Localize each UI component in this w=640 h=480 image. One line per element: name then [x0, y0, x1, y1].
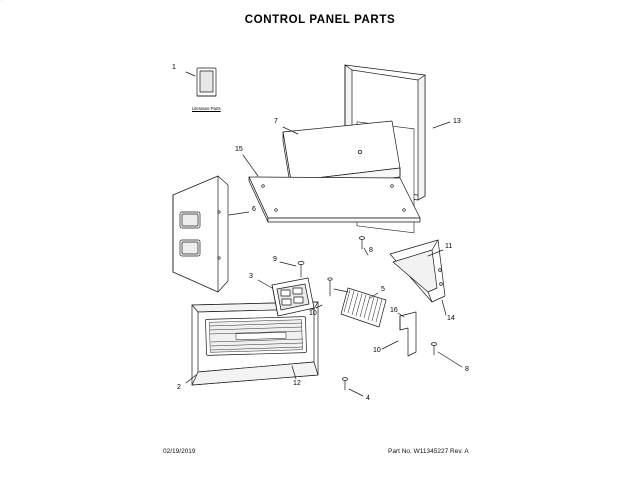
callout-3: 3 [249, 273, 253, 280]
callout-2: 2 [177, 384, 181, 391]
callout-10-lower: 10 [373, 347, 381, 354]
callout-16: 16 [390, 307, 398, 314]
callout-10-upper: 10 [309, 310, 317, 317]
callout-11: 11 [445, 243, 453, 250]
part-coil-5 [334, 288, 386, 327]
leader-8b [438, 352, 462, 367]
part-rail-bracket-11 [390, 240, 445, 302]
part-small-bracket-16 [400, 312, 416, 356]
leader-9 [280, 262, 296, 266]
callout-13: 13 [453, 118, 461, 125]
part-screw-8b [431, 343, 436, 355]
part-side-panel-6 [173, 176, 228, 292]
leader-3 [258, 280, 272, 288]
callout-4: 4 [366, 395, 370, 402]
leader-4 [349, 389, 363, 396]
footer-date: 02/19/2019 [163, 448, 196, 455]
footer-part-number: Part No. W11345227 Rev. A [388, 448, 469, 455]
callout-12: 12 [293, 380, 301, 387]
callout-9: 9 [273, 256, 277, 263]
leader-6 [229, 212, 249, 215]
part-divider-panel-15 [249, 177, 420, 222]
callout-8-lower: 8 [465, 366, 469, 373]
callout-15: 15 [235, 146, 243, 153]
leader-15 [243, 155, 258, 176]
part-screw-9 [298, 261, 304, 277]
part-fastener-small [328, 278, 332, 296]
part-screw-8a [359, 237, 364, 249]
leader-13 [433, 122, 450, 128]
leader-8a [364, 248, 368, 255]
part-literature-1 [186, 68, 216, 96]
callout-6: 6 [252, 206, 256, 213]
part-screw-4 [342, 378, 347, 390]
callout-5: 5 [381, 286, 385, 293]
callout-14: 14 [447, 315, 455, 322]
leader-14 [442, 300, 446, 315]
page-title: CONTROL PANEL PARTS [244, 14, 396, 26]
literature-parts-label: Literature Parts [192, 106, 221, 111]
part-control-panel-face-2 [192, 302, 318, 385]
callout-1: 1 [172, 64, 176, 71]
leader-10b [382, 341, 398, 349]
callout-7: 7 [274, 118, 278, 125]
callout-8-upper: 8 [369, 247, 373, 254]
